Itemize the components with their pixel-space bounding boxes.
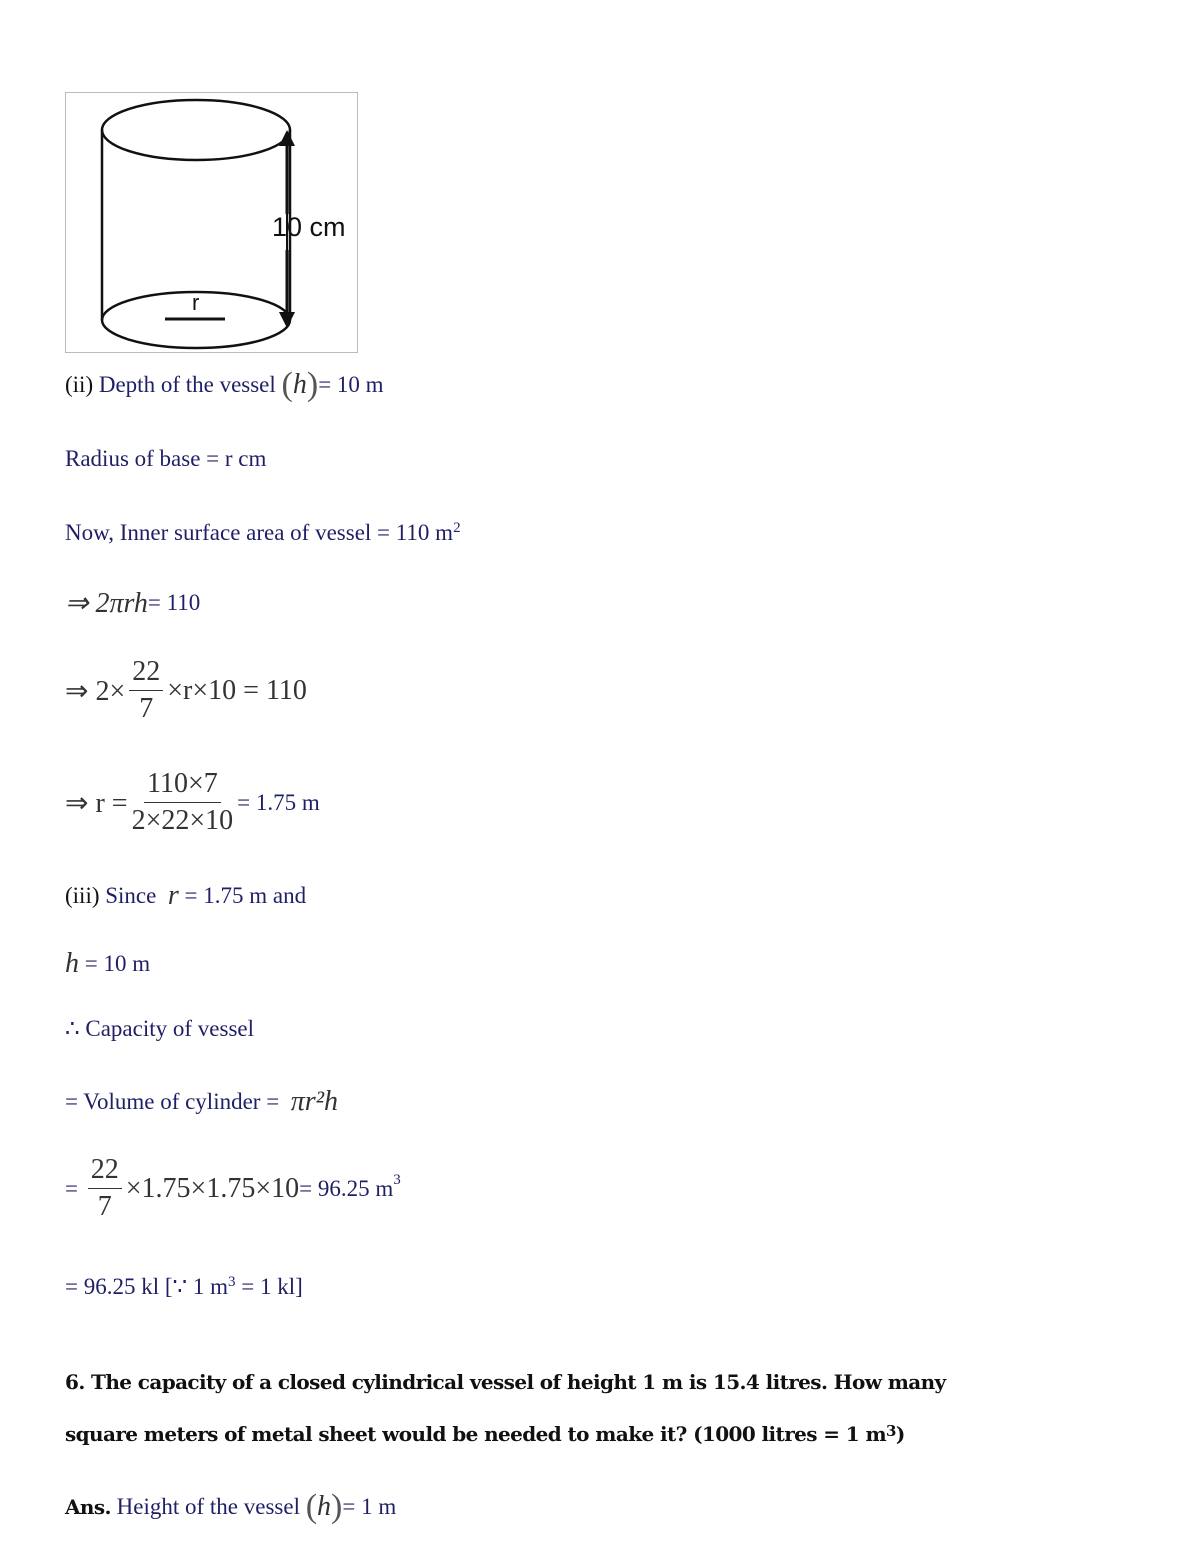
- equals: =: [65, 1175, 78, 1201]
- q6-line2-text: square meters of metal sheet would be needed to make it? (1000 litres = 1 m: [65, 1422, 887, 1446]
- eq1-rhs: = 110: [147, 590, 201, 615]
- answer-value: = 1 m: [342, 1494, 397, 1519]
- var-h: h: [317, 1491, 332, 1522]
- part-iii-label: (iii): [65, 883, 100, 908]
- numerator: 22: [88, 1152, 122, 1189]
- question-6-line-1: 6. The capacity of a closed cylindrical vessel of height 1 m is 15.4 litres. How many: [65, 1370, 946, 1394]
- denominator: 7: [139, 693, 154, 724]
- var-h: h: [65, 948, 79, 979]
- kl-text: = 96.25 kl [∵ 1 m: [65, 1274, 229, 1299]
- answer-label: Ans.: [65, 1495, 111, 1519]
- radius-line: Radius of base = r cm: [65, 446, 267, 471]
- equation-1: [65, 586, 200, 620]
- kl-line: [65, 1274, 303, 1300]
- denominator: 2×22×10: [131, 805, 234, 836]
- paren: (: [305, 1488, 318, 1525]
- h-line: [65, 948, 150, 980]
- paren: ): [331, 1488, 343, 1525]
- var-h: h: [292, 369, 307, 400]
- eq3-a: ⇒ r =: [65, 787, 128, 819]
- volume-line: [65, 1086, 338, 1118]
- since-line: [65, 880, 306, 912]
- volume-text: = Volume of cylinder =: [65, 1089, 280, 1114]
- calc-result: = 96.25 m: [299, 1175, 394, 1201]
- since-value: = 1.75 m and: [184, 883, 307, 908]
- numerator: 22: [129, 654, 163, 691]
- kl-tail: = 1 kl]: [235, 1274, 303, 1299]
- h-value: = 10 m: [84, 951, 151, 976]
- depth-text: Depth of the vessel: [98, 372, 276, 397]
- eq3-result: = 1.75 m: [237, 789, 320, 815]
- part-ii-label: (ii): [65, 372, 94, 397]
- question-6-line-2: [65, 1422, 905, 1446]
- depth-line: [65, 366, 384, 404]
- capacity-line: ∴ Capacity of vessel: [65, 1016, 254, 1041]
- calc-line: [65, 1152, 401, 1225]
- fraction: [129, 654, 163, 727]
- answer-text: Height of the vessel: [116, 1494, 300, 1519]
- height-label: 10 cm: [272, 212, 346, 242]
- eq1-lhs: ⇒ 2πrh: [65, 588, 148, 619]
- area-line: [65, 520, 461, 546]
- var-r: r: [167, 880, 179, 911]
- volume-formula: πr²h: [290, 1086, 339, 1117]
- exponent: 3: [228, 1274, 236, 1290]
- equation-3: [65, 766, 320, 839]
- numerator: 110×7: [144, 766, 221, 803]
- eq2-a: ⇒ 2×: [65, 675, 126, 707]
- paren: (: [281, 366, 293, 403]
- since-text: Since: [105, 883, 157, 908]
- q6-line2-tail: ): [895, 1422, 905, 1446]
- depth-value: = 10 m: [318, 372, 384, 397]
- exponent: 2: [453, 520, 461, 536]
- calc-expression: ×1.75×1.75×10: [125, 1172, 300, 1204]
- equation-2: [65, 654, 307, 727]
- area-text: Now, Inner surface area of vessel = 110 m: [65, 520, 454, 545]
- answer-line: [65, 1488, 396, 1526]
- paren: ): [306, 366, 319, 403]
- fraction: [132, 766, 234, 839]
- eq2-b: ×r×10 = 110: [167, 674, 307, 706]
- fraction: [88, 1152, 122, 1225]
- exponent: 3: [393, 1172, 401, 1188]
- denominator: 7: [97, 1191, 112, 1222]
- radius-label: r: [192, 290, 200, 315]
- exponent: 3: [886, 1422, 896, 1440]
